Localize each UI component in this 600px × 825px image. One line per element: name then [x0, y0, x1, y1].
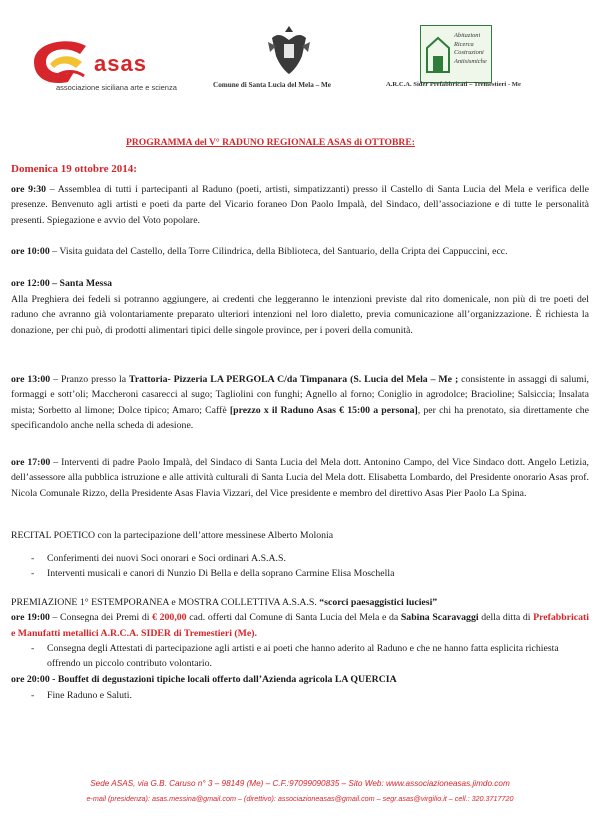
asas-subtitle: associazione siciliana arte e scienza — [56, 83, 177, 92]
price-note: [prezzo x il Raduno Asas € 15:00 a persona] — [229, 404, 418, 416]
section-1300: ore 13:00 – Pranzo presso la Trattoria- Pizzeria LA PERGOLA C/da Timpanara (S. Lucia del Mela – Me ; consistente in assaggi di salumi, formaggi e sott’oli; Maccheroni casarecci al sugo; Tagliolini con funghi; Agnello al forno; Coniglio in agrodolce; Bracioline; Salsiccia; Insalata mista; Sorbetto al limone; Dolce tipico; Amaro; Caffè [prezzo x il Raduno Asas € 15:00 a persona], per chi ha prenotato, sia direttamente che specificandolo anche nella scheda di adesione. — [11, 374, 590, 432]
footer-address: Sede ASAS, via G.B. Caruso n° 3 – 98149 (Me) – C.F.:97099090835 – Sito Web: www.associazioneasas.jimdo.com — [90, 779, 510, 788]
list-item: - Conferimenti dei nuovi Soci onorari e Soci ordinari A.S.A.S. — [31, 551, 586, 566]
building-icon — [425, 34, 451, 74]
recital-list — [31, 551, 586, 582]
section-1700: ore 17:00 – Interventi di padre Paolo Impalà, del Sindaco di Santa Lucia del Mela dott. Antonino Campo, del Vice Sindaco dott. Angelo Letizia, dell’assessore alla pubblica istruzione e alle attività culturali di Santa Lucia del Mela dott. Elisabetta Lombardo, del Presidente onorario Asas prof. Nicola Comunale Rizzo, della Presidente Asas Flavia Vizzari, del Vice presidente e membro del direttivo Asas Pier Paolo La Spina. — [11, 457, 589, 499]
asas-logo-text: asas — [94, 51, 147, 76]
footer-contacts: e-mail (presidenza): asas.messina@gmail.com – (direttivo): associazioneasas@gmail.com – segr.asas@virgilio.it – cell.: 320.3717720 — [86, 794, 514, 803]
section-930: ore 9:30 – Assemblea di tutti i partecipanti al Raduno (poeti, artisti, simpatizzanti) presso il Castello di Santa Lucia del Mela e verifica delle presenze. Benvenuto agli artisti e poeti da parte del Vicario foraneo Don Paolo Impalà, del Sindaco, dell’associazione e di tutte le personalità presenti. Spiegazione e avvio del Voto popolare. — [11, 184, 589, 226]
time-1700: ore 17:00 — [11, 457, 51, 468]
program-title: PROGRAMMA del V° RADUNO REGIONALE ASAS di OTTOBRE: — [126, 137, 415, 148]
list-item: - Interventi musicali e canori di Nunzio Di Bella e della soprano Carmine Elisa Moschella — [31, 566, 586, 581]
premiazione-heading: PREMIAZIONE 1° ESTEMPORANEA e MOSTRA COLLETTIVA A.S.A.S. — [11, 597, 320, 608]
premiazione-list — [31, 641, 586, 672]
section-2000: ore 20:00 - Bouffet di degustazioni tipiche locali offerto dall’Azienda agricola LA QUERCIA — [11, 674, 397, 685]
sponsor-name: Sabina Scaravaggi — [400, 612, 479, 624]
comune-crest-icon — [264, 22, 314, 78]
section-1000: ore 10:00 – Visita guidata del Castello, della Torre Cilindrica, della Biblioteca, del Santuario, della Cripta dei Cappuccini, ecc. — [11, 246, 508, 257]
recital-heading: RECITAL POETICO con la partecipazione dell’attore messinese Alberto Molonia — [11, 530, 334, 541]
prize-amount: € 200,00 — [152, 612, 187, 624]
list-item: - Fine Raduno e Saluti. — [31, 688, 586, 703]
time-2000: ore 20:00 — [11, 674, 50, 685]
time-930: ore 9:30 — [11, 184, 47, 195]
venue: Trattoria- Pizzeria LA PERGOLA C/da Timpanara (S. Lucia del Mela – Me ; — [129, 374, 459, 385]
date-heading: Domenica 19 ottobre 2014: — [11, 163, 137, 175]
time-1300: ore 13:00 — [11, 374, 51, 385]
comune-caption: Comune di Santa Lucia del Mela – Me — [213, 81, 331, 89]
section-1200-heading: ore 12:00 – Santa Messa — [11, 278, 113, 289]
section-1200-text: Alla Preghiera dei fedeli si potranno aggiungere, ai credenti che leggeranno le intenzioni previste dal rito domenicale, non più di tre poeti del raduno che avranno già volontariamente preparato ulteriori intenzioni nel loro dialetto, previa comunicazione all’organizzazione. È richiesta la donazione, per chi può, di prodotti alimentari tipici delle singole province, per i poveri della comunità. — [11, 294, 589, 336]
premiazione-section: PREMIAZIONE 1° ESTEMPORANEA e MOSTRA COLLETTIVA A.S.A.S. “scorci paesaggistici luciesi” ore 19:00 – Consegna dei Premi di € 200,00 cad. offerti dal Comune di Santa Lucia del Mela e da Sabina Scaravaggi della ditta di Prefabbricati e Manufatti metallici A.R.C.A. SIDER di Tremestieri (Me). — [11, 597, 589, 639]
company-name: Prefabbricati e Manufatti metallici A.R.C.A. SIDER di Tremestieri (Me). — [11, 612, 589, 639]
list-item: - Consegna degli Attestati di partecipazione agli artisti e ai poeti che hanno aderito al Raduno e che ne hanno fatta esplicita richiesta offrendo un piccolo contributo volontario. — [31, 641, 586, 672]
arca-box-text: Abitazioni Ricerca Costruzioni Antisismiche — [454, 32, 487, 66]
closing-list — [31, 688, 586, 703]
time-1000: ore 10:00 — [11, 246, 50, 257]
time-1900: ore 19:00 — [11, 612, 50, 624]
time-1200: ore 12:00 — [11, 278, 50, 289]
arca-caption: A.R.C.A. Sider Prefabbricati – Tremestieri - Me — [386, 81, 521, 88]
